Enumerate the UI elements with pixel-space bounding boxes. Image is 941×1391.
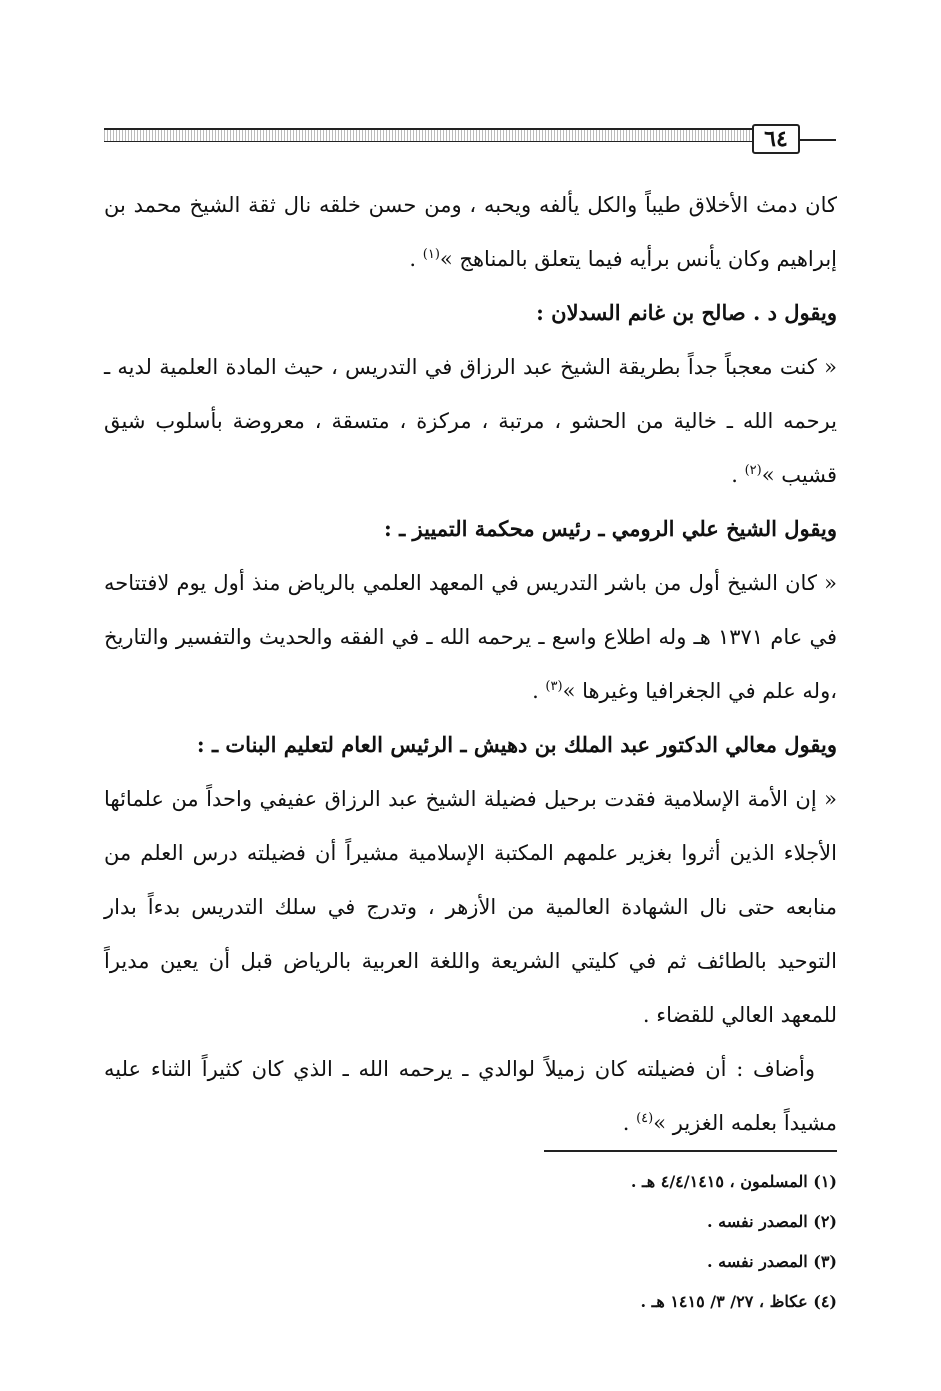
footnotes [104, 1162, 837, 1322]
body-paragraph [104, 340, 837, 502]
paragraph-tail: . [532, 679, 546, 703]
footnote-item: (١) المسلمون ، ٤/٤/١٤١٥ هـ . [630, 1172, 837, 1191]
paragraph-tail: . [731, 463, 745, 487]
paragraph-text: ويقول معالي الدكتور عبد الملك بن دهيش ـ الرئيس العام لتعليم البنات ـ : [196, 732, 837, 757]
paragraph-tail: . [622, 1111, 637, 1135]
footnote-reference: (٢) [744, 463, 762, 478]
header-rule-tail [800, 139, 836, 141]
footnote-separator [544, 1150, 837, 1152]
page-number: ٦٤ [752, 124, 800, 154]
footnote-reference: (٣) [545, 679, 563, 694]
footnote-item: (٢) المصدر نفسه . [707, 1212, 837, 1231]
header-rule [104, 128, 752, 142]
body-text [104, 178, 837, 1150]
footnote-reference: (٤) [636, 1111, 654, 1126]
section-heading [104, 286, 837, 340]
paragraph-text: وأضاف : أن فضيلته كان زميلاً لوالدي ـ يرحمه الله ـ الذي كان كثيراً الثناء عليه مشيداً بعلمه الغزير » [104, 1057, 837, 1135]
paragraph-text: ويقول د . صالح بن غانم السدلان : [536, 300, 837, 325]
footnote-item: (٤) عكاظ ، ٢٧/ ٣/ ١٤١٥ هـ . [640, 1292, 837, 1311]
paragraph-text: « إن الأمة الإسلامية فقدت برحيل فضيلة الشيخ عبد الرزاق عفيفي واحداً من علمائها الأجلاء الذين أثروا بغزير علمهم المكتبة الإسلامية مشيراً أن فضيلته درس العلم من منابعه حتى نال الشهادة العالمية من الأزهر ، وتدرج في سلك التدريس بدءاً بدار التوحيد بالطائف ثم في كليتي الشريعة واللغة العربية بالرياض قبل أن يعين مديراً للمعهد العالي للقضاء . [104, 787, 837, 1027]
body-paragraph [104, 1042, 837, 1150]
footnote-reference: (١) [422, 247, 440, 262]
section-heading [104, 718, 837, 772]
body-paragraph [104, 772, 837, 1042]
paragraph-text: « كان الشيخ أول من باشر التدريس في المعهد العلمي بالرياض منذ أول يوم لافتتاحه في عام ١٣٧١ هـ وله اطلاع واسع ـ يرحمه الله ـ في الفقه والحديث والتفسير والتاريخ ،وله علم في الجغرافيا وغيرها » [104, 571, 837, 703]
body-paragraph [104, 556, 837, 718]
paragraph-text: كان دمث الأخلاق طيباً والكل يألفه ويحبه ، ومن حسن خلقه نال ثقة الشيخ محمد بن إبراهيم وكان يأنس برأيه فيما يتعلق بالمناهج » [104, 193, 837, 271]
paragraph-text: ويقول الشيخ علي الرومي ـ رئيس محكمة التمييز ـ : [384, 516, 837, 541]
paragraph-tail: . [409, 247, 423, 271]
footnote-item: (٣) المصدر نفسه . [707, 1252, 837, 1271]
section-heading [104, 502, 837, 556]
body-paragraph [104, 178, 837, 286]
paragraph-text: « كنت معجباً جداً بطريقة الشيخ عبد الرزاق في التدريس ، حيث المادة العلمية لديه ـ يرحمه الله ـ خالية من الحشو ، مرتبة ، مركزة ، متسقة ، معروضة بأسلوب شيق قشيب » [104, 355, 837, 487]
